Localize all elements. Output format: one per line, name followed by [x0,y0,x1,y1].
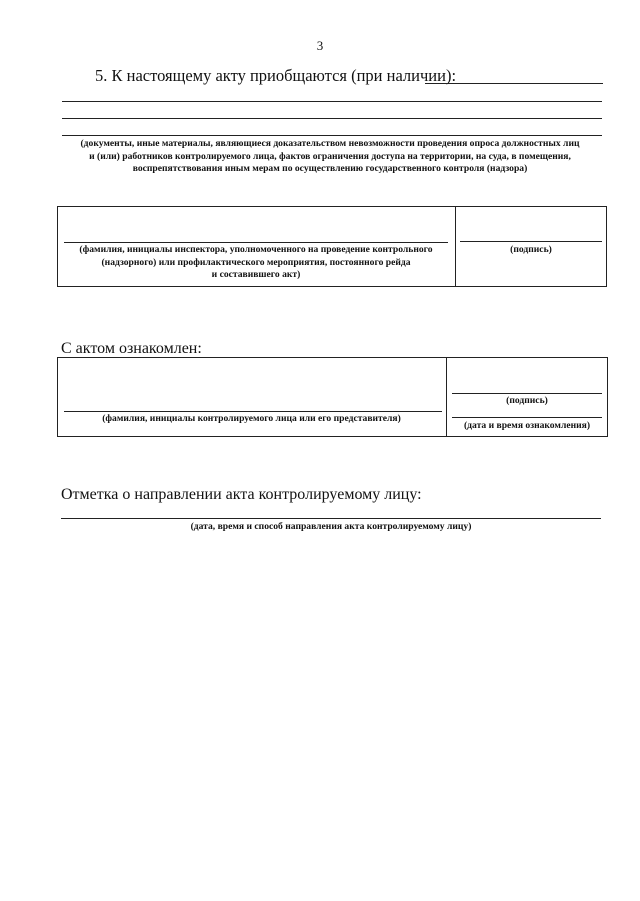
attachments-fill-line[interactable] [425,83,603,84]
section-5-heading: 5. К настоящему акту приобщаются (при наличии): [95,66,457,85]
inspector-signature-field[interactable] [460,241,602,242]
acquaintance-signature-field[interactable] [452,393,602,394]
attachments-caption-line: воспрепятствования иным мерам по осуществлению государственного контроля (надзора) [132,163,528,174]
attachments-fill-line-2[interactable] [62,101,602,102]
page-number: 3 [316,38,324,53]
attachments-caption-line: (документы, иные материалы, являющиеся доказательством невозможности проведения опроса должностных лиц [80,138,580,149]
inspector-name-caption-line: (фамилия, инициалы инспектора, уполномоченного на проведение контрольного [79,244,433,255]
acquaintance-datetime-field[interactable] [452,417,602,418]
inspector-signature-caption: (подпись) [510,244,552,255]
acquaintance-datetime-caption: (дата и время ознакомления) [463,420,591,431]
inspector-name-field[interactable] [64,242,448,243]
attachments-fill-line-4[interactable] [62,135,602,136]
inspector-name-caption [57,244,455,282]
acquaintance-heading: С актом ознакомлен: [61,340,202,357]
dispatch-fill-line[interactable] [61,518,601,519]
inspector-name-caption-line: и составившего акт) [211,269,301,280]
attachments-caption-line: и (или) работников контролируемого лица, фактов ограничения доступа на территории, на суда, в помещения, [89,150,571,162]
dispatch-heading: Отметка о направлении акта контролируемому лицу: [61,486,422,503]
attachments-caption [40,138,620,176]
inspector-name-caption-line: (надзорного) или профилактического мероприятия, постоянного рейда [101,256,411,268]
acquaintance-signature-caption: (подпись) [506,395,548,406]
attachments-fill-line-3[interactable] [62,118,602,119]
dispatch-caption: (дата, время и способ направления акта контролируемому лицу) [190,521,472,532]
controlled-person-name-field[interactable] [64,411,442,412]
controlled-person-name-caption: (фамилия, инициалы контролируемого лица или его представителя) [102,413,401,424]
